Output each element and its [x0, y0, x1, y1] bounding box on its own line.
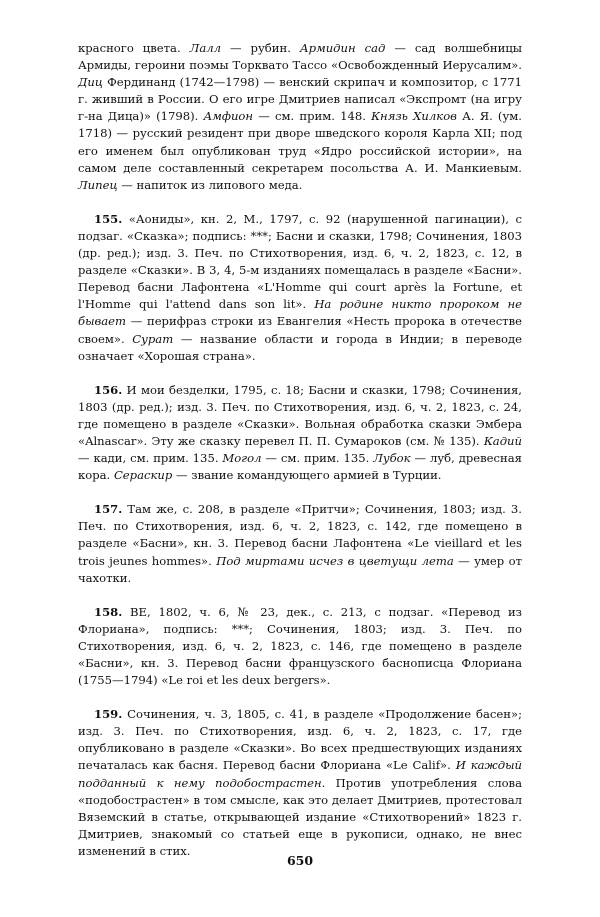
page-number: 650	[286, 853, 314, 868]
note-155	[78, 211, 522, 365]
italic-term: И каждый подданный к нему подобострастен	[78, 758, 522, 790]
text-run: Сочинения, ч. 3, 1805, с. 41, в разделе «Продолжение басен»; изд. 3. Печ. по Стихотворения, изд. 6, ч. 2, 1823, с. 17, где опубликовано в разделе «Сказки». Во всех предшествующих изданиях печаталась как басня. Перевод басни Флориана «Le Calif».	[78, 707, 522, 773]
italic-term: Армидин сад	[299, 41, 386, 55]
text-run: — звание командующего армией в Турции.	[172, 468, 442, 483]
text-run: — сад волшебницы Армиды, героини поэмы Торквато Тассо «Освобожденный Иерусалим».	[78, 41, 523, 73]
italic-term: Сурат	[132, 331, 174, 346]
text-run: ВЕ, 1802, ч. 6, № 23, дек., с. 213, с подзаг. «Перевод из Флориана», подпись: ***; Сочинения, 1803; изд. 3. Печ. по Стихотворения, изд. 6, ч. 2, 1823, с. 146, где помещено в разделе «Басни», кн. 3. Перевод басни французского баснописца Флориана (1755—1794) «Le roi et les deux bergers».	[78, 604, 522, 688]
italic-term: Лубок	[373, 451, 411, 466]
text-run: Фердинанд (1742—1798) — венский скрипач и композитор, с 1771 г. живший в России. О его игре Дмитриев написал «Экспромт (на игру г-на Дица)» (1798).	[78, 75, 522, 124]
text-run: — название области и города в Индии; в переводе означает «Хорошая страна».	[78, 331, 522, 363]
text-run: — кади, см. прим. 135.	[78, 451, 223, 466]
text-run: — рубин.	[221, 41, 300, 55]
note-number: 155.	[94, 211, 123, 226]
text-run: — перифраз строки из Евангелия «Несть пророка в отечестве своем».	[78, 314, 522, 346]
text-run: . Против употребления слова «подобострастен» в том смысле, как это делает Дмитриев, протестовал Вяземский в статье, открывающей издание «Стихотворений» 1823 г. Дмитриев, знакомый со статьей еще в рукописи, однако, не внес изменений в стих.	[78, 775, 522, 858]
text-run: — см. прим. 135.	[261, 451, 374, 466]
italic-term: Сераскир	[113, 468, 173, 483]
note-159	[78, 706, 522, 860]
text-run: И мои безделки, 1795, с. 18; Басни и сказки, 1798; Сочинения, 1803 (др. ред.); изд. 3. Печ. по Стихотворения, изд. 6, ч. 2, 1823, с. 24, где помещено в разделе «Сказки». Вольная обработка сказки Эмбера «Alnascar». Эту же сказку перевел П. П. Сумароков (см. № 135).	[78, 382, 522, 448]
text-run: — напиток из липового меда.	[117, 177, 303, 192]
text-run: А. Я. (ум. 1718) — русский резидент при дворе шведского короля Карла XII; под его именем был опубликован труд «Ядро российской истории», на самом деле составленный секретарем посольства А. И. Манкиевым.	[78, 109, 522, 175]
italic-term: Князь Хилков	[371, 109, 457, 124]
note-number: 156.	[94, 382, 123, 397]
text-run: — см. прим. 148.	[253, 109, 372, 124]
note-number: 158.	[94, 604, 123, 619]
italic-term: Диц	[78, 75, 103, 90]
commentary-page	[78, 40, 522, 860]
italic-term: Могол	[222, 451, 262, 466]
italic-term: Кадий	[483, 433, 522, 448]
italic-term: Липец	[78, 177, 118, 192]
note-154-continuation	[78, 40, 522, 194]
note-number: 157.	[94, 502, 123, 517]
text-run: «Аониды», кн. 2, М., 1797, с. 92 (нарушенной пагинации), с подзаг. «Сказка»; подпись: ***; Басни и сказки, 1798; Сочинения, 1803 (др. ред.); изд. 3. Печ. по Стихотворения, изд. 6, ч. 2, 1823, с. 12, в разделе «Сказки». В 3, 4, 5-м изданиях помещалась в разделе «Басни». Перевод басни Лафонтена «L'Homme qui court après la Fortune, et l'Homme qui l'attend dans son lit».	[78, 211, 522, 312]
text-run: красного цвета.	[78, 41, 190, 55]
italic-term: На родине никто пророком не бывает	[78, 297, 523, 329]
italic-term: Лалл	[189, 41, 221, 55]
italic-term: Под миртами исчез в цветущи лета	[216, 553, 454, 568]
text-run: — умер от чахотки.	[78, 553, 522, 585]
note-158	[78, 604, 522, 689]
note-156	[78, 382, 522, 485]
text-run: Там же, с. 208, в разделе «Притчи»; Сочинения, 1803; изд. 3. Печ. по Стихотворения, изд. 6, ч. 2, 1823, с. 142, где помещено в разделе «Басни», кн. 3. Перевод басни Лафонтена «Le vieillard et les trois jeunes hommes».	[78, 502, 522, 568]
text-run: — луб, древесная кора.	[78, 451, 522, 483]
italic-term: Амфион	[203, 109, 254, 124]
note-number: 159.	[94, 707, 123, 722]
note-157	[78, 501, 522, 586]
